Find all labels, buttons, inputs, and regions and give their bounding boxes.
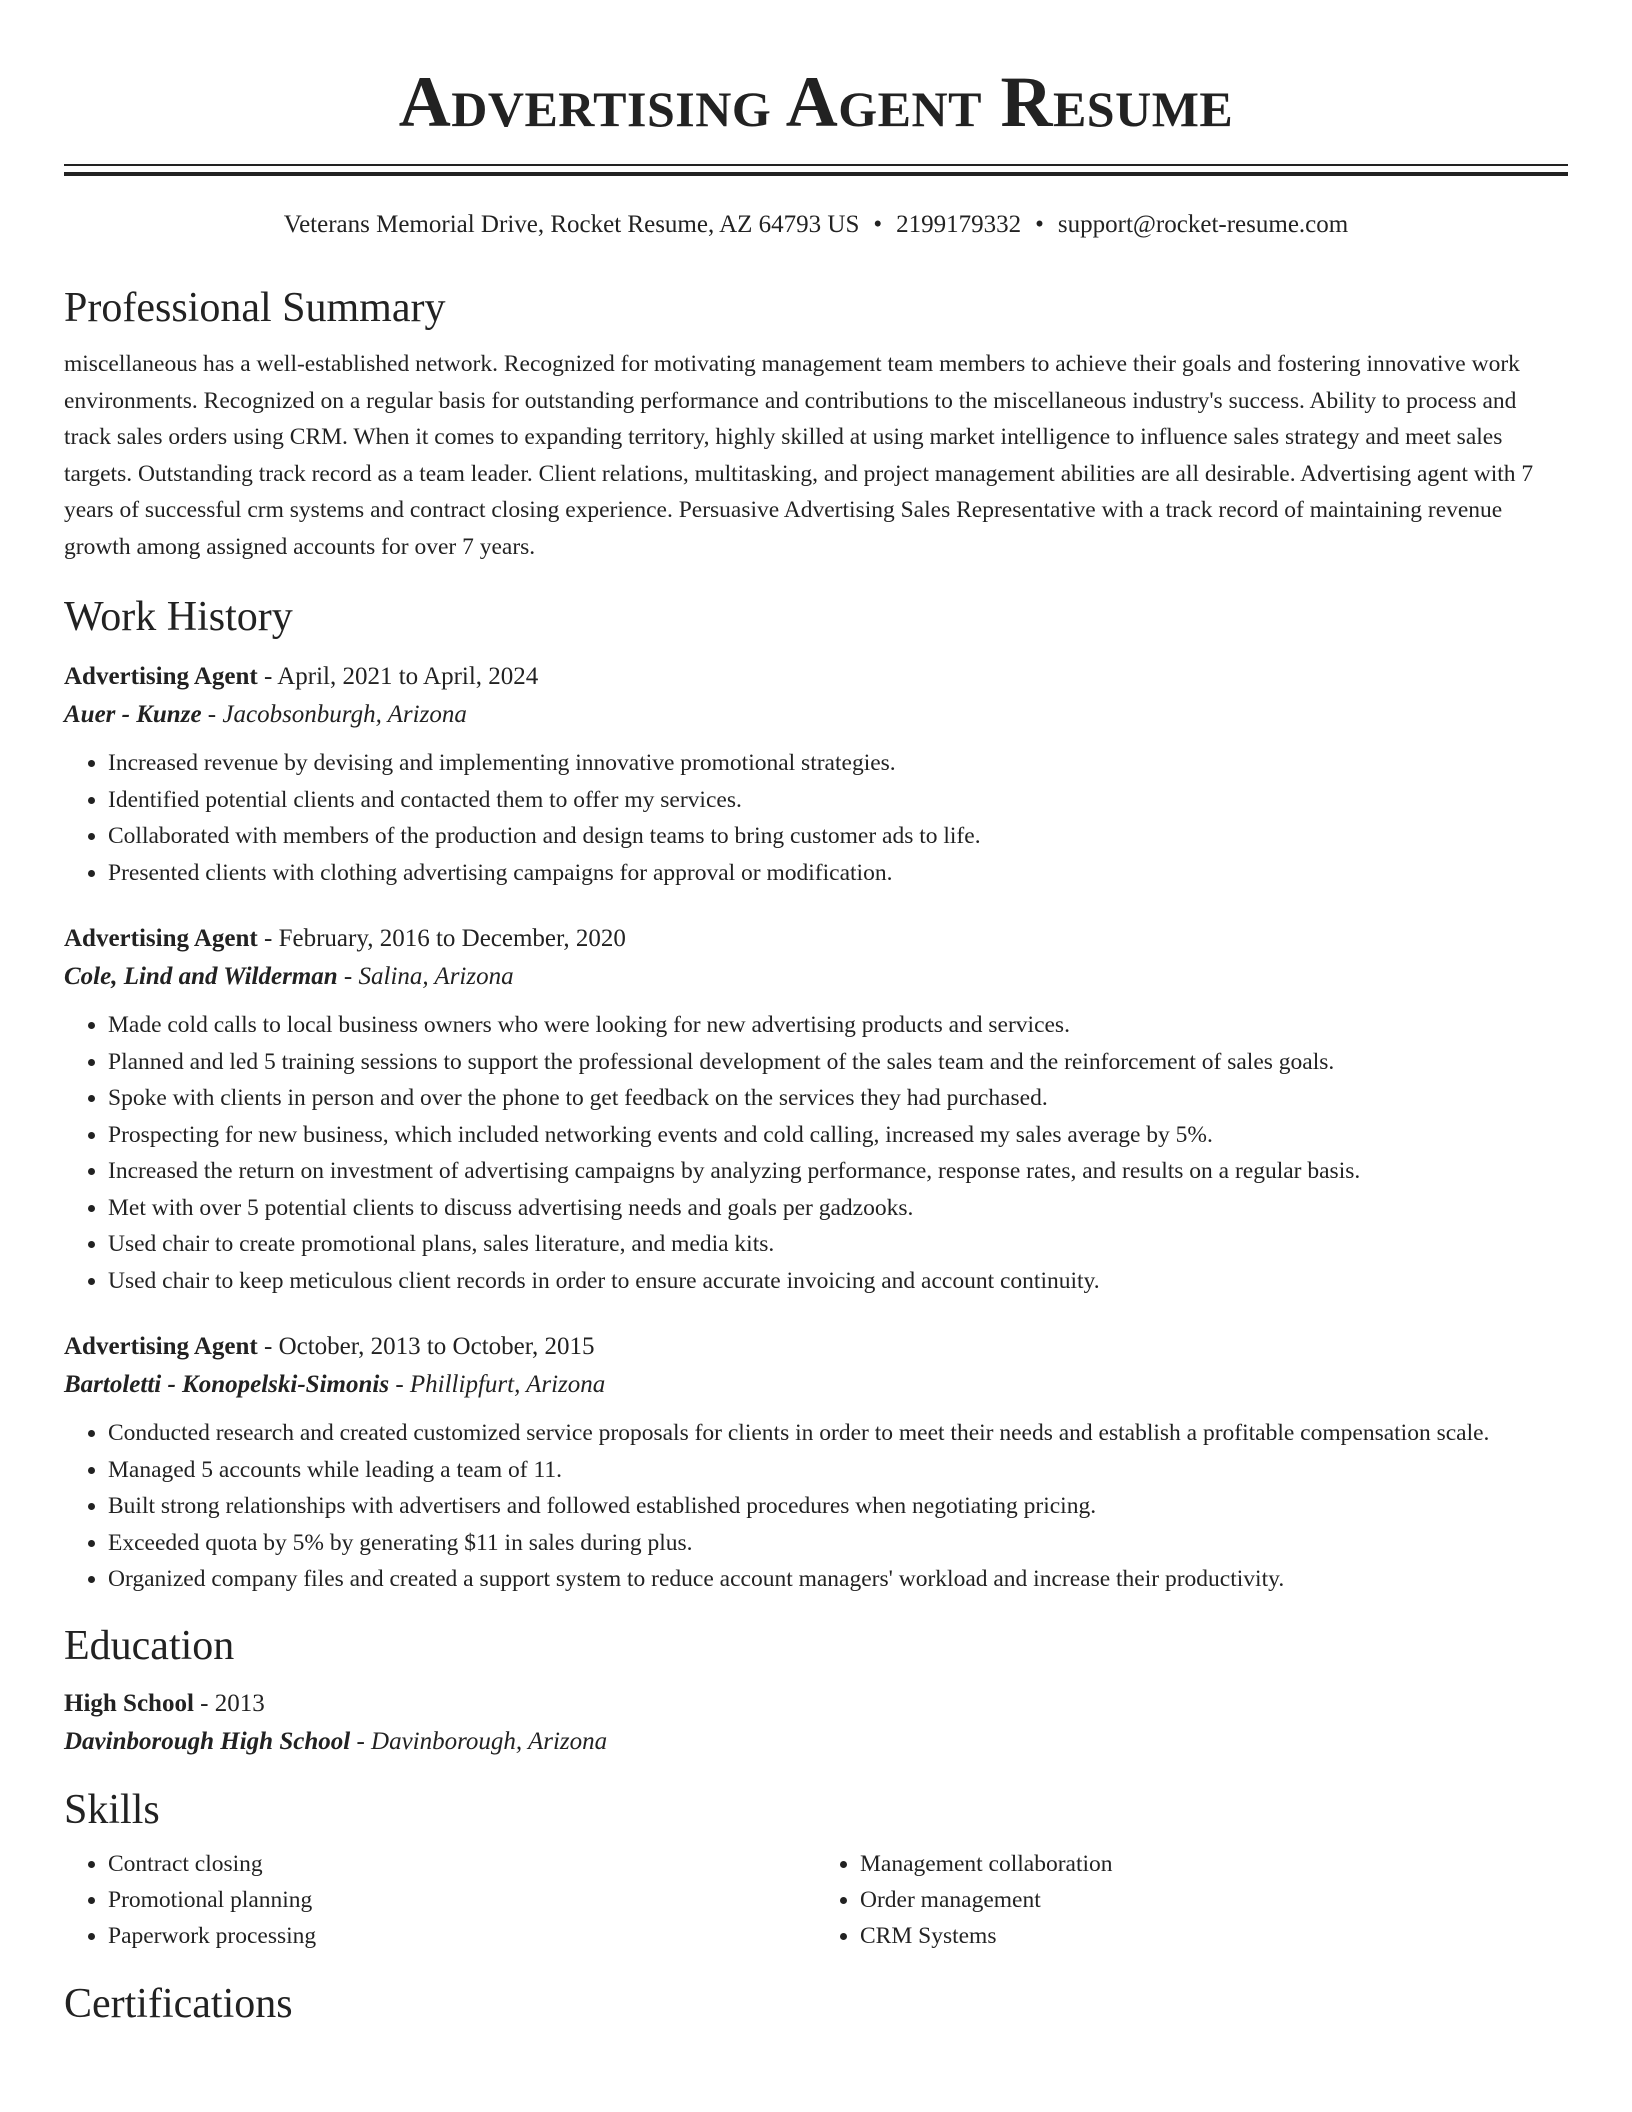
skill-item: • Promotional planning — [108, 1882, 816, 1918]
list-item: • Conducted research and created customized service proposals for clients in order to meet their needs and establish a profitable compensation scale. — [108, 1415, 1568, 1452]
job-entry — [64, 1329, 1568, 1598]
list-item: • Made cold calls to local business owners who were looking for new advertising products and services. — [108, 1007, 1568, 1044]
job-dates: - April, 2021 to April, 2024 — [257, 663, 539, 690]
work-history-section — [64, 591, 1568, 1598]
summary-heading: Professional Summary — [64, 285, 446, 331]
contact-address: Veterans Memorial Drive, Rocket Resume, AZ 64793 US — [283, 211, 860, 238]
job-title: Advertising Agent — [64, 925, 258, 952]
skills-columns — [64, 1846, 1568, 1954]
certifications-heading: Certifications — [64, 1980, 293, 2027]
education-heading: Education — [64, 1622, 235, 1669]
list-item: • Increased the return on investment of advertising campaigns by analyzing performance, response rates, and results on a regular basis. — [108, 1153, 1568, 1190]
list-item: • Used chair to create promotional plans, sales literature, and media kits. — [108, 1226, 1568, 1263]
education-degree-line — [64, 1686, 1568, 1722]
list-item: • Exceeded quota by 5% by generating $11 in sales during plus. — [108, 1525, 1568, 1562]
education-section — [64, 1620, 1568, 1762]
list-item: • Spoke with clients in person and over the phone to get feedback on the services they had purchased. — [108, 1080, 1568, 1117]
education-year: - 2013 — [193, 1689, 265, 1717]
summary-text: miscellaneous has a well-established network. Recognized for motivating management team members to achieve their goals and fostering innovative work environments. Recognized on a regular basis for outstanding performance and contributions to the miscellaneous industry's success. Ability to process and track sales orders using CRM. When it comes to expanding territory, highly skilled at using market intelligence to influence sales strategy and meet sales targets. Outstanding track record as a team leader. Client relations, multitasking, and project management abilities are all desirable. Advertising agent with 7 years of successful crm systems and contract closing experience. Persuasive Advertising Sales Representative with a track record of maintaining revenue growth among assigned accounts for over 7 years. — [64, 351, 1534, 560]
job-company: Auer - Kunze — [64, 701, 202, 728]
job-bullets — [64, 1415, 1568, 1598]
job-role-line — [64, 1329, 1568, 1365]
education-entry — [64, 1686, 1568, 1762]
job-location: - Jacobsonburgh, Arizona — [201, 701, 467, 728]
contact-email: support@rocket-resume.com — [1057, 211, 1349, 238]
job-bullets — [64, 1007, 1568, 1299]
job-company-line — [64, 957, 1568, 997]
skill-item: • Contract closing — [108, 1846, 816, 1882]
education-school-line — [64, 1722, 1568, 1762]
contact-separator: • — [873, 211, 883, 238]
page-title: Advertising Agent Resume — [398, 62, 1234, 142]
job-role-line — [64, 921, 1568, 957]
skill-item: • Order management — [860, 1882, 1568, 1918]
list-item: • Prospecting for new business, which included networking events and cold calling, increased my sales average by 5%. — [108, 1117, 1568, 1154]
skill-item: • CRM Systems — [860, 1918, 1568, 1954]
job-company: Bartoletti - Konopelski-Simonis — [64, 1371, 390, 1398]
education-school: Davinborough High School — [64, 1727, 351, 1755]
job-entry — [64, 921, 1568, 1299]
job-location: - Phillipfurt, Arizona — [389, 1371, 606, 1398]
work-history-heading: Work History — [64, 594, 293, 640]
skills-heading: Skills — [64, 1786, 160, 1833]
resume-content — [64, 0, 1568, 2030]
list-item: • Identified potential clients and contacted them to offer my services. — [108, 782, 1568, 819]
title-divider-bottom — [64, 172, 1568, 176]
skills-column-right — [816, 1846, 1568, 1954]
skills-section — [64, 1784, 1568, 1954]
job-dates: - February, 2016 to December, 2020 — [257, 925, 626, 952]
list-item: • Organized company files and created a support system to reduce account managers' workload and increase their productivity. — [108, 1561, 1568, 1598]
job-title: Advertising Agent — [64, 663, 258, 690]
job-company: Cole, Lind and Wilderman — [64, 963, 338, 990]
contact-line — [64, 208, 1568, 242]
list-item: • Built strong relationships with advertisers and followed established procedures when negotiating pricing. — [108, 1488, 1568, 1525]
list-item: • Met with over 5 potential clients to discuss advertising needs and goals per gadzooks. — [108, 1190, 1568, 1227]
education-degree: High School — [64, 1689, 194, 1717]
job-entry — [64, 659, 1568, 891]
list-item: • Increased revenue by devising and implementing innovative promotional strategies. — [108, 745, 1568, 782]
job-title: Advertising Agent — [64, 1333, 258, 1360]
contact-separator: • — [1035, 211, 1044, 238]
list-item: • Collaborated with members of the production and design teams to bring customer ads to life. — [108, 818, 1568, 855]
job-location: - Salina, Arizona — [337, 963, 514, 990]
certifications-section — [64, 1978, 1568, 2030]
list-item: • Managed 5 accounts while leading a team of 11. — [108, 1452, 1568, 1489]
contact-phone: 2199179332 — [896, 211, 1022, 238]
job-role-line — [64, 659, 1568, 695]
skills-column-left — [64, 1846, 816, 1954]
title-divider-top — [64, 164, 1568, 166]
list-item: • Planned and led 5 training sessions to support the professional development of the sales team and the reinforcement of sales goals. — [108, 1044, 1568, 1081]
list-item: • Used chair to keep meticulous client records in order to ensure accurate invoicing and account continuity. — [108, 1263, 1568, 1300]
summary-section — [64, 282, 1568, 565]
skill-item: • Paperwork processing — [108, 1918, 816, 1954]
job-company-line — [64, 695, 1568, 735]
job-company-line — [64, 1365, 1568, 1405]
education-location: - Davinborough, Arizona — [350, 1727, 608, 1755]
job-dates: - October, 2013 to October, 2015 — [257, 1333, 595, 1360]
skill-item: • Management collaboration — [860, 1846, 1568, 1882]
list-item: • Presented clients with clothing advertising campaigns for approval or modification. — [108, 855, 1568, 892]
job-bullets — [64, 745, 1568, 891]
